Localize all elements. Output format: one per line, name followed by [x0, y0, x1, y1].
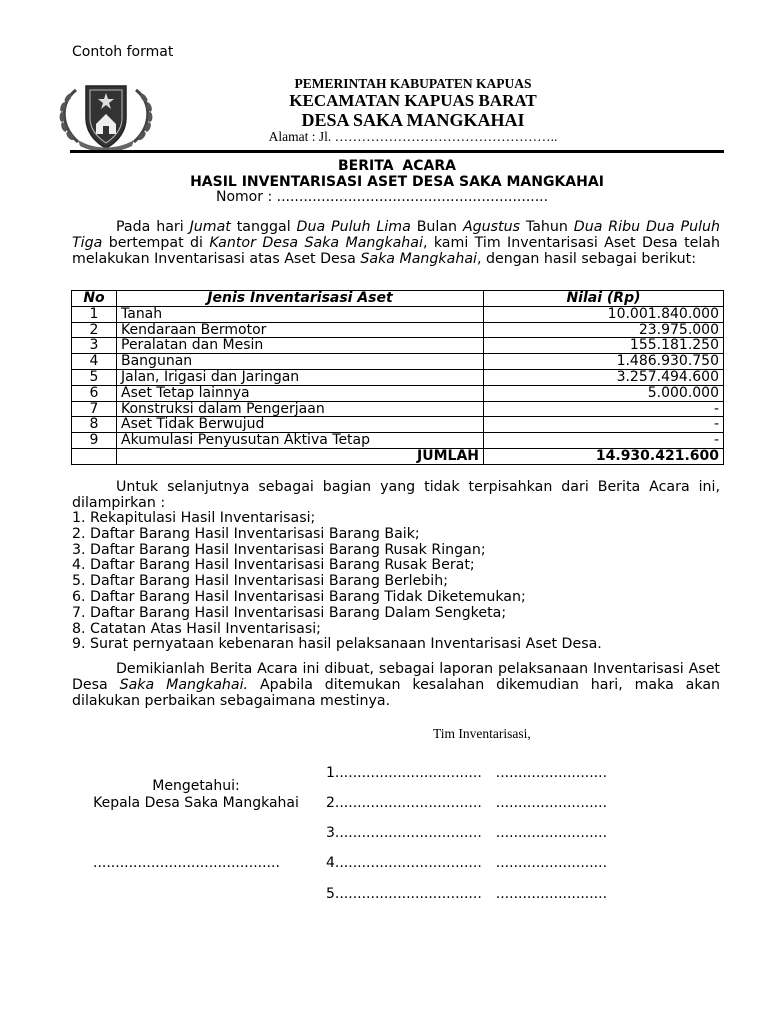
text-run: bertempat di — [102, 234, 210, 251]
closing-paragraph — [72, 662, 720, 709]
text-run: , dengan hasil sebagai berikut: — [476, 250, 696, 267]
cell-nilai: - — [484, 433, 724, 449]
inventory-table — [71, 290, 724, 465]
garuda-emblem-icon — [54, 80, 158, 152]
document-title: BERITA ACARA — [338, 158, 456, 174]
cell-nilai: 155.181.250 — [484, 338, 724, 354]
member-name-line: 3................................. — [326, 825, 482, 841]
header-district: KECAMATAN KAPUAS BARAT — [289, 91, 537, 110]
attachment-intro: Untuk selanjutnya sebagai bagian yang tidak terpisahkan dari Berita Acara ini, dilampirkan : — [72, 479, 720, 511]
text-run: Apabila ditemukan kesalahan dikemudian hari, maka akan dilakukan perbaikan sebagaimana mestinya. — [72, 676, 721, 709]
table-row — [72, 306, 724, 322]
list-item: 9. Surat pernyataan kebenaran hasil pelaksanaan Inventarisasi Aset Desa. — [72, 636, 602, 653]
member-name-line: 4................................. — [326, 855, 482, 871]
list-item: 7. Daftar Barang Hasil Inventarisasi Barang Dalam Sengketa; — [72, 604, 507, 621]
italic-text: Dua Puluh Lima — [296, 219, 411, 235]
cell-jenis: Konstruksi dalam Pengerjaan — [117, 401, 484, 417]
cell-jenis: Bangunan — [117, 354, 484, 370]
cell-nilai: 1.486.930.750 — [484, 354, 724, 370]
member-sign-line: ......................... — [495, 795, 608, 811]
member-sign-line: ......................... — [495, 886, 608, 902]
cell-jenis: Aset Tidak Berwujud — [117, 417, 484, 433]
intro-paragraph — [72, 220, 720, 267]
cell-nilai: - — [484, 401, 724, 417]
table-row — [72, 338, 724, 354]
cell-no: 8 — [72, 417, 117, 433]
header-no: No — [72, 291, 117, 307]
team-label: Tim Inventarisasi, — [433, 726, 531, 741]
attachment-list — [72, 511, 602, 653]
table-row — [72, 401, 724, 417]
cell-nilai: 23.975.000 — [484, 322, 724, 338]
cell-no: 9 — [72, 433, 117, 449]
document-number: Nomor : ............................................................. — [216, 189, 549, 205]
text-run: Pada hari — [116, 219, 190, 235]
header-village: DESA SAKA MANGKAHAI — [301, 110, 525, 130]
cell-no: 7 — [72, 401, 117, 417]
cell-no: 4 — [72, 354, 117, 370]
cell-no: 2 — [72, 322, 117, 338]
italic-text: Dua Ribu Dua Puluh Tiga — [72, 219, 720, 251]
acknowledged-label: Mengetahui: — [152, 778, 240, 794]
cell-jenis: Kendaraan Bermotor — [117, 322, 484, 338]
member-signature-row — [326, 855, 607, 871]
cell-no: 1 — [72, 306, 117, 322]
table-total-row — [72, 448, 724, 464]
list-item: 8. Catatan Atas Hasil Inventarisasi; — [72, 620, 321, 637]
text-run: Tahun — [520, 219, 574, 235]
header-nilai: Nilai (Rp) — [484, 291, 724, 307]
text-run: Demikianlah Berita Acara ini dibuat, sebagai laporan pelaksanaan Inventarisasi Aset Desa — [72, 661, 720, 693]
cell-nilai: 5.000.000 — [484, 385, 724, 401]
member-name-line: 5................................. — [326, 886, 482, 902]
member-signature-row — [326, 795, 607, 811]
document-subtitle: HASIL INVENTARISASI ASET DESA SAKA MANGKAHAI — [190, 174, 604, 190]
list-item: 4. Daftar Barang Hasil Inventarisasi Barang Rusak Berat; — [72, 557, 475, 574]
header-government: PEMERINTAH KABUPATEN KAPUAS — [294, 76, 532, 91]
member-signature-row — [326, 825, 607, 841]
text-run: , kami Tim Inventarisasi Aset Desa telah melakukan Inventarisasi atas Aset Desa — [72, 234, 720, 267]
list-item: 1. Rekapitulasi Hasil Inventarisasi; — [72, 510, 316, 526]
member-signature-row — [326, 765, 607, 781]
cell-jenis: Peralatan dan Mesin — [117, 338, 484, 354]
list-item: 5. Daftar Barang Hasil Inventarisasi Barang Berlebih; — [72, 573, 449, 590]
italic-text: Jumat — [189, 219, 231, 235]
document-caption: Contoh format — [72, 44, 174, 60]
cell-no: 6 — [72, 385, 117, 401]
village-head-signature-line: .......................................... — [93, 855, 280, 871]
cell-nilai: 10.001.840.000 — [484, 306, 724, 322]
member-sign-line: ......................... — [495, 765, 608, 781]
cell-nilai: - — [484, 417, 724, 433]
cell-nilai: 3.257.494.600 — [484, 369, 724, 385]
text-run: Bulan — [410, 219, 463, 235]
total-empty-cell — [72, 448, 117, 464]
table-row — [72, 385, 724, 401]
text-run: tanggal — [230, 219, 297, 235]
header-jenis: Jenis Inventarisasi Aset — [117, 291, 484, 307]
list-item: 3. Daftar Barang Hasil Inventarisasi Barang Rusak Ringan; — [72, 541, 486, 558]
member-name-line: 1................................. — [326, 765, 482, 781]
italic-text: Kantor Desa Saka Mangkahai — [209, 234, 423, 251]
list-item: 2. Daftar Barang Hasil Inventarisasi Barang Baik; — [72, 525, 420, 542]
total-label: JUMLAH — [117, 448, 484, 464]
member-sign-line: ......................... — [495, 855, 608, 871]
header-divider — [70, 150, 724, 153]
member-sign-line: ......................... — [495, 825, 608, 841]
table-row — [72, 433, 724, 449]
cell-jenis: Tanah — [117, 306, 484, 322]
header-address: Alamat : Jl. ………………………………………….. — [268, 129, 558, 144]
member-signature-row — [326, 886, 607, 902]
cell-jenis: Jalan, Irigasi dan Jaringan — [117, 369, 484, 385]
table-row — [72, 354, 724, 370]
cell-jenis: Akumulasi Penyusutan Aktiva Tetap — [117, 433, 484, 449]
cell-jenis: Aset Tetap lainnya — [117, 385, 484, 401]
total-value: 14.930.421.600 — [484, 448, 724, 464]
table-header-row — [72, 291, 724, 307]
list-item: 6. Daftar Barang Hasil Inventarisasi Barang Tidak Diketemukan; — [72, 588, 526, 605]
member-name-line: 2................................. — [326, 795, 482, 811]
italic-text: Saka Mangkahai. — [119, 676, 249, 693]
cell-no: 3 — [72, 338, 117, 354]
village-head-label: Kepala Desa Saka Mangkahai — [93, 795, 299, 811]
table-row — [72, 369, 724, 385]
cell-no: 5 — [72, 369, 117, 385]
table-row — [72, 322, 724, 338]
italic-text: Saka Mangkahai — [360, 250, 477, 267]
italic-text: Agustus — [462, 219, 520, 235]
table-row — [72, 417, 724, 433]
